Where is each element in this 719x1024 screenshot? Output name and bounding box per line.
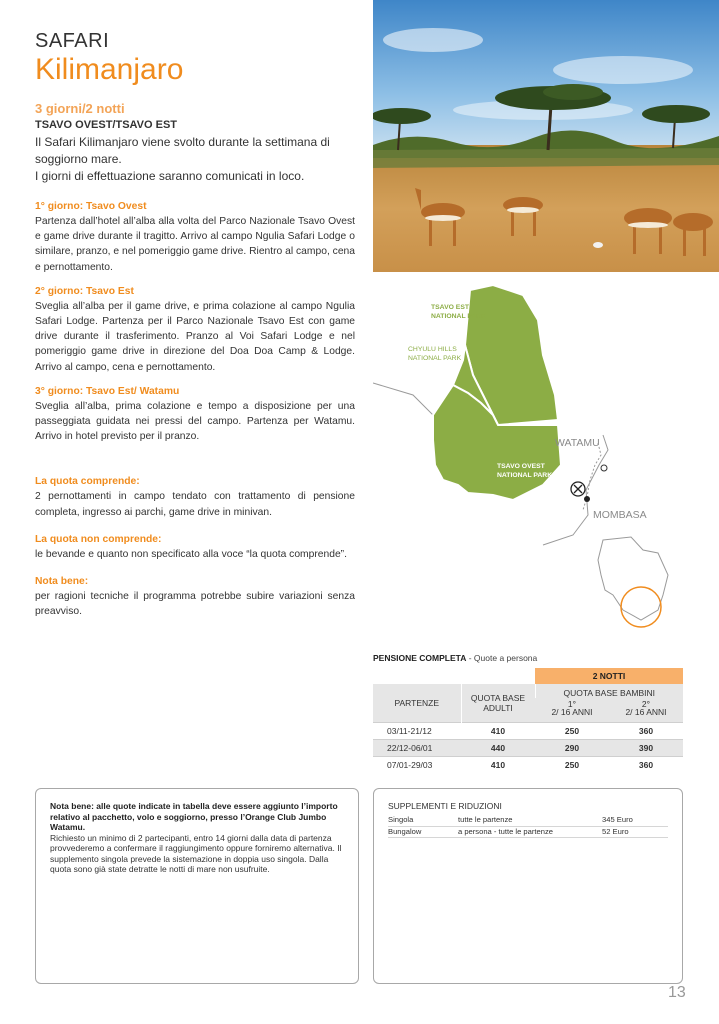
- col-departures: PARTENZE: [373, 684, 461, 722]
- tsavo-east-label-2: NATIONAL PARK: [431, 313, 487, 320]
- col-children: QUOTA BASE BAMBINI: [535, 684, 683, 698]
- adult-price-cell: 410: [461, 756, 535, 773]
- supplements-title: SUPPLEMENTI E RIDUZIONI: [388, 801, 502, 811]
- table-row: [373, 756, 683, 773]
- tsavo-west-label-2: NATIONAL PARK: [497, 472, 553, 479]
- supplement-price: 52 Euro: [602, 826, 629, 836]
- route-label: TSAVO OVEST/TSAVO EST: [35, 119, 178, 131]
- child-1-age: 2/ 16 ANNI: [551, 706, 593, 717]
- supplement-price: 345 Euro: [602, 815, 633, 824]
- period-cell: 07/01-29/03: [373, 756, 461, 773]
- excludes-title: La quota non comprende:: [35, 533, 162, 545]
- period-cell: 22/12-06/01: [373, 739, 461, 756]
- category-label: SAFARI: [35, 30, 110, 52]
- supplement-name: Bungalow: [388, 826, 422, 836]
- note-text: per ragioni tecniche il programma potrebbe subire variazioni senza preavviso.: [35, 591, 355, 618]
- day-title: 1° giorno: Tsavo Ovest: [35, 201, 147, 212]
- itinerary-column: [35, 30, 355, 619]
- kenya-map: [373, 275, 719, 635]
- child-1-ordinal: 1°: [567, 698, 577, 709]
- chyulu-label: CHYULU HILLS: [408, 346, 457, 353]
- table-row: [373, 722, 683, 739]
- day-title: 3° giorno: Tsavo Est/ Watamu: [35, 385, 180, 397]
- includes-section: [35, 475, 355, 519]
- supplement-row: [388, 827, 668, 839]
- intro-line: I giorni di effettuazione saranno comunicati in loco.: [35, 169, 305, 183]
- adult-price-cell: 440: [461, 739, 535, 756]
- col-child-2: [609, 698, 683, 722]
- supplement-name: Singola: [388, 815, 414, 824]
- nights-header: 2 NOTTI: [535, 668, 683, 684]
- supplement-row: [388, 815, 668, 827]
- note-box: [35, 788, 359, 984]
- mombasa-label: MOMBASA: [593, 509, 647, 521]
- supplements-box: [373, 788, 683, 984]
- col-child-1: [535, 698, 609, 722]
- board-label: PENSIONE COMPLETA: [373, 653, 467, 663]
- child1-price-cell: 250: [535, 756, 609, 773]
- table-row: [373, 739, 683, 756]
- intro-line: Il Safari Kilimanjaro viene svolto durante la settimana di: [35, 135, 330, 149]
- child1-price-cell: 290: [535, 739, 609, 756]
- tsavo-west-label: TSAVO OVEST: [497, 463, 545, 470]
- note-box-text: Richiesto un minimo di 2 partecipanti, entro 14 giorni dalla data di partenza provvederemo a confermare il raggiungimento oppure forniremo alternativa. Il supplemento singola prevede la sistemazione in doppia uso singola. Dalla quota sono già state detratte le notti di mare non usufruite.: [50, 832, 342, 874]
- chyulu-label-2: NATIONAL PARK: [408, 355, 462, 362]
- adult-price-cell: 410: [461, 722, 535, 739]
- child-2-age: 2/ 16 ANNI: [625, 706, 667, 717]
- day-text: Partenza dall’hotel all’alba alla volta del Parco Nazionale Tsavo Ovest e game drive durante il tragitto. Arrivo al campo Ngulia Safari Lodge o similare, pranzo, e nel pomeriggio game drive. Rientro al campo, cena e pernottamento.: [35, 216, 355, 273]
- includes-title: La quota comprende:: [35, 476, 140, 488]
- day-text: Sveglia all’alba, prima colazione e tempo a disposizione per una passeggiata guidata nei pressi del campo. Partenza per Watamu. Arrivo in hotel previsto per il pranzo.: [35, 400, 355, 443]
- price-table: [373, 668, 683, 773]
- includes-text: 2 pernottamenti in campo tendato con trattamento di pensione completa, ingresso ai parchi, game drive in minivan.: [35, 491, 355, 518]
- child-2-ordinal: 2°: [641, 698, 651, 709]
- savanna-gazelles-image: [373, 0, 719, 272]
- note-section: [35, 575, 355, 619]
- duration-label: 3 giorni/2 notti: [35, 101, 125, 116]
- price-table-block: [373, 652, 683, 773]
- day-title: 2° giorno: Tsavo Est: [35, 285, 134, 297]
- note-box-bold: Nota bene: alle quote indicate in tabella deve essere aggiunto l’importo relativo al pacchetto, volo e soggiorno, presso l’Orange Club Jumbo Watamu.: [50, 801, 338, 832]
- tsavo-east-label: TSAVO EST: [431, 304, 470, 311]
- page-title: Kilimanjaro: [35, 53, 184, 86]
- excludes-section: [35, 533, 355, 562]
- child1-price-cell: 250: [535, 722, 609, 739]
- note-title: Nota bene:: [35, 576, 89, 588]
- day-3: [35, 385, 355, 445]
- child2-price-cell: 360: [609, 756, 683, 773]
- intro-line: soggiorno mare.: [35, 152, 122, 166]
- watamu-label: WATAMU: [555, 437, 600, 449]
- price-table-heading: [373, 652, 683, 664]
- table-header-row: [373, 684, 683, 698]
- period-cell: 03/11-21/12: [373, 722, 461, 739]
- supplement-desc: tutte le partenze: [458, 815, 513, 824]
- per-person-label: - Quote a persona: [468, 653, 538, 663]
- day-2: [35, 285, 355, 375]
- child2-price-cell: 390: [609, 739, 683, 756]
- col-adult: QUOTA BASE ADULTI: [461, 684, 535, 722]
- intro-text: [35, 134, 355, 185]
- safari-photo: [373, 0, 719, 272]
- page-number: 13: [668, 984, 686, 1001]
- supplement-desc: a persona - tutte le partenze: [458, 826, 553, 836]
- excludes-text: le bevande e quanto non specificato alla voce “la quota comprende”.: [35, 548, 347, 560]
- day-text: Sveglia all’alba per il game drive, e prima colazione al campo Ngulia Safari Lodge. Partenza per il Parco Nazionale Tsavo Est con game drive durante il trasferimento. Pranzo al Voi Safari Lodge e nel pomeriggio game drive in direzione del Doa Doa Camp & Lodge. Arrivo al campo, cena e pernottamento.: [35, 300, 355, 373]
- child2-price-cell: 360: [609, 722, 683, 739]
- day-1: [35, 200, 355, 275]
- table-header-row: [373, 668, 683, 684]
- park-map: [373, 275, 719, 635]
